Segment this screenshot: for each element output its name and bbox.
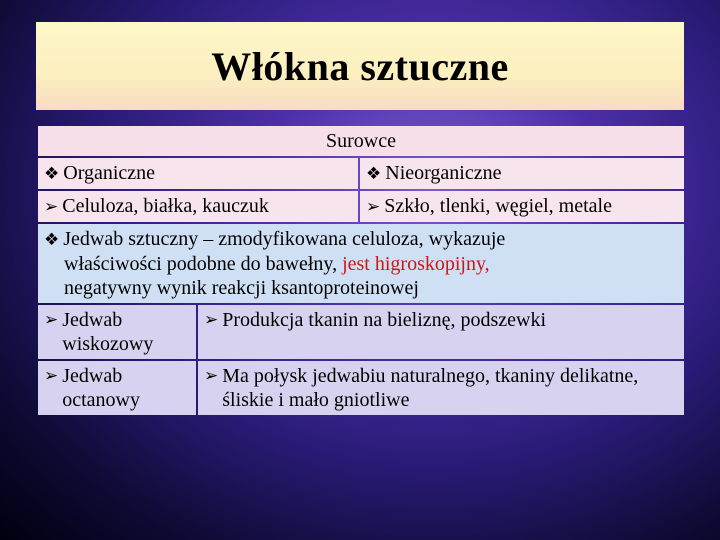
organic-items: Celuloza, białka, kauczuk bbox=[62, 195, 269, 217]
inorganic-items-cell bbox=[360, 191, 684, 222]
arrow-bullet-icon: ➢ bbox=[44, 366, 59, 386]
content-table bbox=[36, 124, 686, 417]
row-desc: Ma połysk jedwabiu naturalnego, tkaniny delikatne, śliskie i mało gniotliwe bbox=[222, 365, 639, 411]
table-row-name bbox=[38, 361, 196, 415]
inorganic-cell bbox=[360, 158, 684, 189]
title-box bbox=[36, 22, 684, 110]
inorganic-label: Nieorganiczne bbox=[385, 162, 502, 184]
slide-title: Włókna sztuczne bbox=[211, 43, 509, 89]
arrow-bullet-icon: ➢ bbox=[44, 310, 59, 330]
jedwab-line3: negatywny wynik reakcji ksantoproteinowej bbox=[64, 277, 419, 299]
table-row-name bbox=[38, 305, 196, 359]
jedwab-line2 bbox=[44, 252, 678, 276]
organic-label: Organiczne bbox=[63, 162, 156, 184]
jedwab-cell bbox=[38, 224, 684, 303]
jedwab-line1: Jedwab sztuczny – zmodyfikowana celuloza, wykazuje bbox=[63, 228, 506, 250]
table-row-desc bbox=[198, 361, 684, 415]
arrow-bullet-icon: ➢ bbox=[204, 310, 219, 330]
diamond-bullet-icon: ❖ bbox=[366, 164, 382, 184]
jedwab-line2-text: właściwości podobne do bawełny, bbox=[64, 253, 343, 275]
row-desc: Produkcja tkanin na bieliznę, podszewki bbox=[222, 309, 547, 331]
surowce-header-cell bbox=[38, 126, 684, 156]
arrow-bullet-icon: ➢ bbox=[366, 197, 381, 217]
table-row-desc bbox=[198, 305, 684, 359]
arrow-bullet-icon: ➢ bbox=[204, 366, 219, 386]
organic-cell bbox=[38, 158, 358, 189]
inorganic-items: Szkło, tlenki, węgiel, metale bbox=[384, 195, 612, 217]
row-name: Jedwab octanowy bbox=[62, 365, 141, 411]
diamond-bullet-icon: ❖ bbox=[44, 164, 60, 184]
diamond-bullet-icon: ❖ bbox=[44, 230, 60, 250]
arrow-bullet-icon: ➢ bbox=[44, 197, 59, 217]
surowce-header: Surowce bbox=[326, 130, 396, 152]
organic-items-cell bbox=[38, 191, 358, 222]
row-name: Jedwab wiskozowy bbox=[62, 309, 154, 355]
jedwab-line2-highlight: jest higroskopijny, bbox=[342, 253, 490, 275]
